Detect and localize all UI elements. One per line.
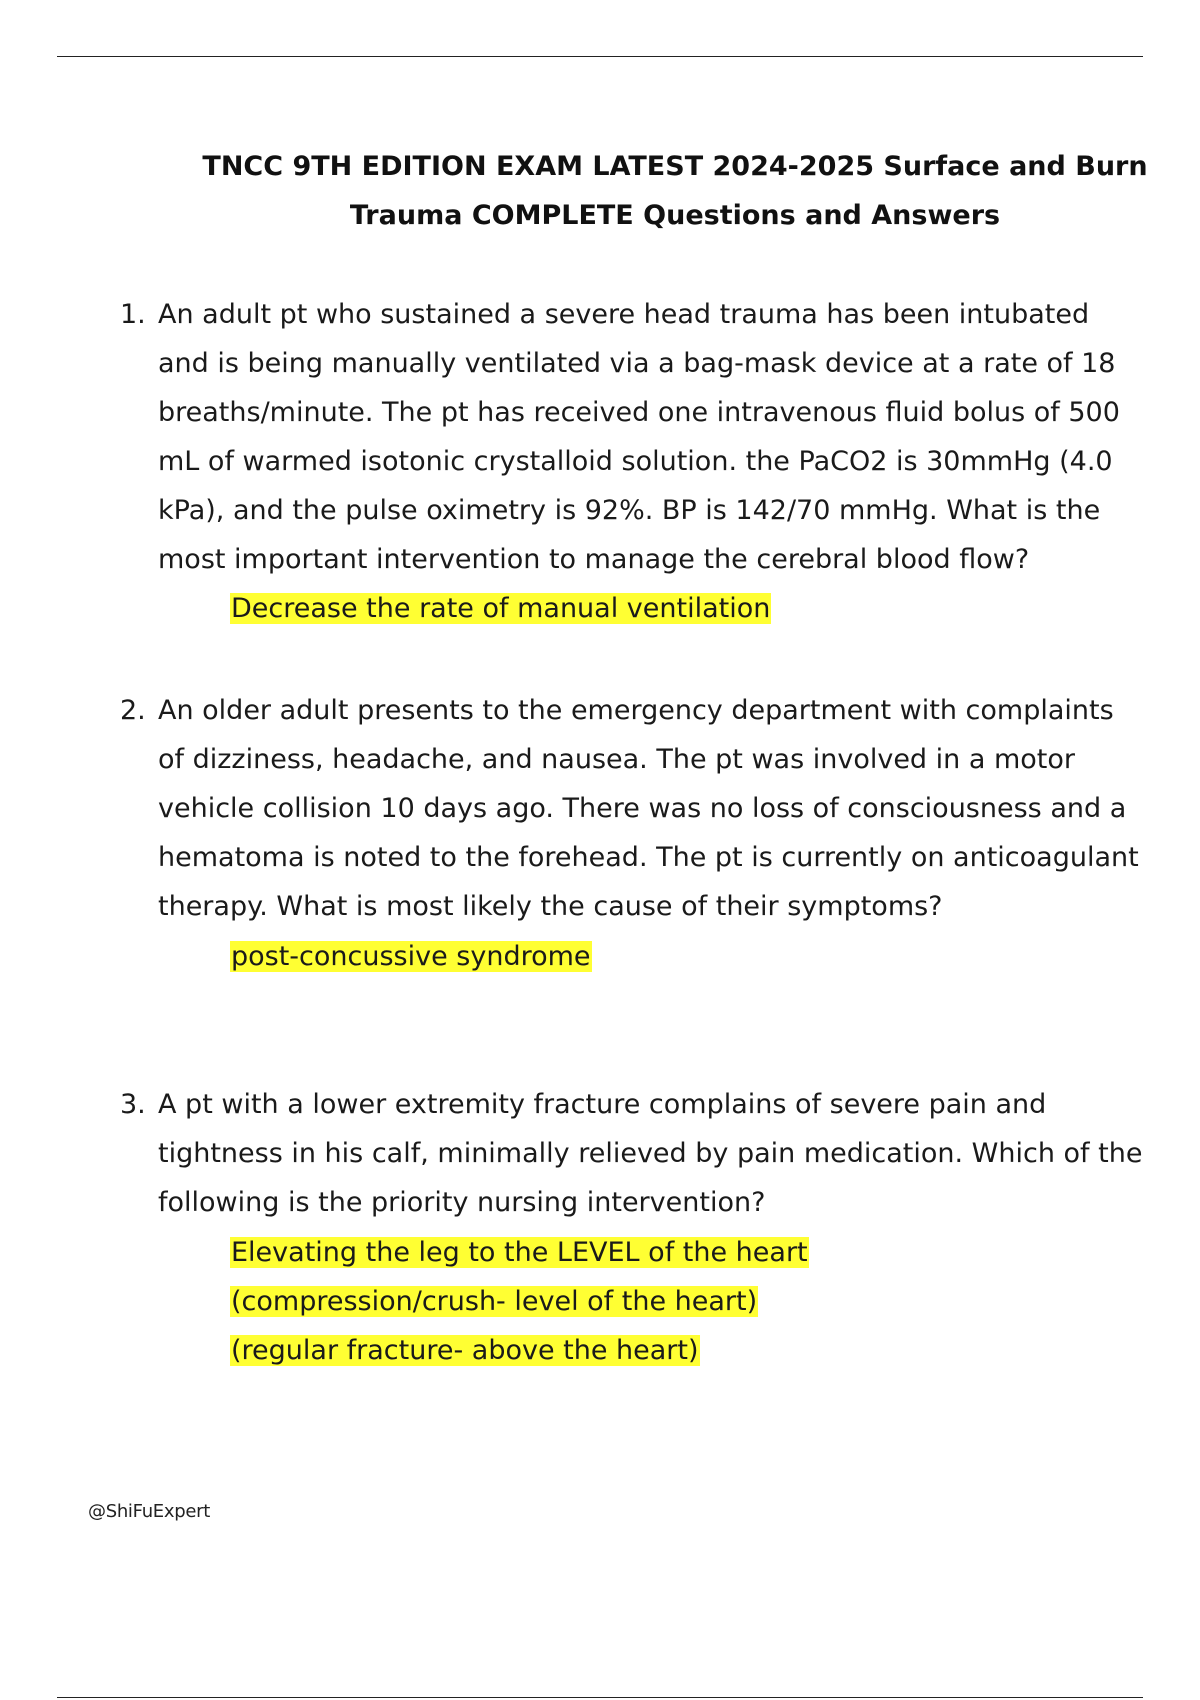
question-line: An adult pt who sustained a severe head trauma has been intubated [158,299,1090,330]
top-rule [57,56,1143,57]
question-line: breaths/minute. The pt has received one intravenous fluid bolus of 500 [158,397,1120,428]
question-line: tightness in his calf, minimally relieved by pain medication. Which of the [158,1138,1143,1169]
answer-block [230,932,592,981]
watermark: @ShiFuExpert [88,1501,210,1522]
answer-block [230,584,771,633]
question-line: and is being manually ventilated via a bag-mask device at a rate of 18 [158,348,1116,379]
document-title [150,142,1200,240]
question-text [158,290,1120,584]
answer-block [230,1228,809,1375]
title-line: TNCC 9TH EDITION EXAM LATEST 2024-2025 Surface and Burn [202,151,1148,182]
question-line: hematoma is noted to the forehead. The pt is currently on anticoagulant [158,842,1139,873]
question-text [158,1080,1142,1227]
highlighted-answer: post-concussive syndrome [231,941,591,972]
question-line: kPa), and the pulse oximetry is 92%. BP is 142/70 mmHg. What is the [158,495,1101,526]
bottom-rule [57,1697,1143,1698]
question-line: most important intervention to manage the cerebral blood flow? [158,544,1030,575]
highlighted-answer: Elevating the leg to the LEVEL of the heart [231,1237,808,1268]
question-line: following is the priority nursing intervention? [158,1187,766,1218]
question-number: 2. [120,695,146,726]
title-line: Trauma COMPLETE Questions and Answers [349,200,1001,231]
question-line: vehicle collision 10 days ago. There was no loss of consciousness and a [158,793,1127,824]
question-text [158,686,1139,931]
question-line: mL of warmed isotonic crystalloid solution. the PaCO2 is 30mmHg (4.0 [158,446,1113,477]
highlighted-answer: (compression/crush- level of the heart) [231,1286,758,1317]
question-line: A pt with a lower extremity fracture complains of severe pain and [158,1089,1047,1120]
question-number: 3. [120,1089,146,1120]
highlighted-answer: Decrease the rate of manual ventilation [231,593,771,624]
question-number: 1. [120,299,146,330]
question-line: therapy. What is most likely the cause of their symptoms? [158,891,943,922]
highlighted-answer: (regular fracture- above the heart) [231,1335,699,1366]
question-line: of dizziness, headache, and nausea. The pt was involved in a motor [158,744,1075,775]
question-line: An older adult presents to the emergency department with complaints [158,695,1114,726]
